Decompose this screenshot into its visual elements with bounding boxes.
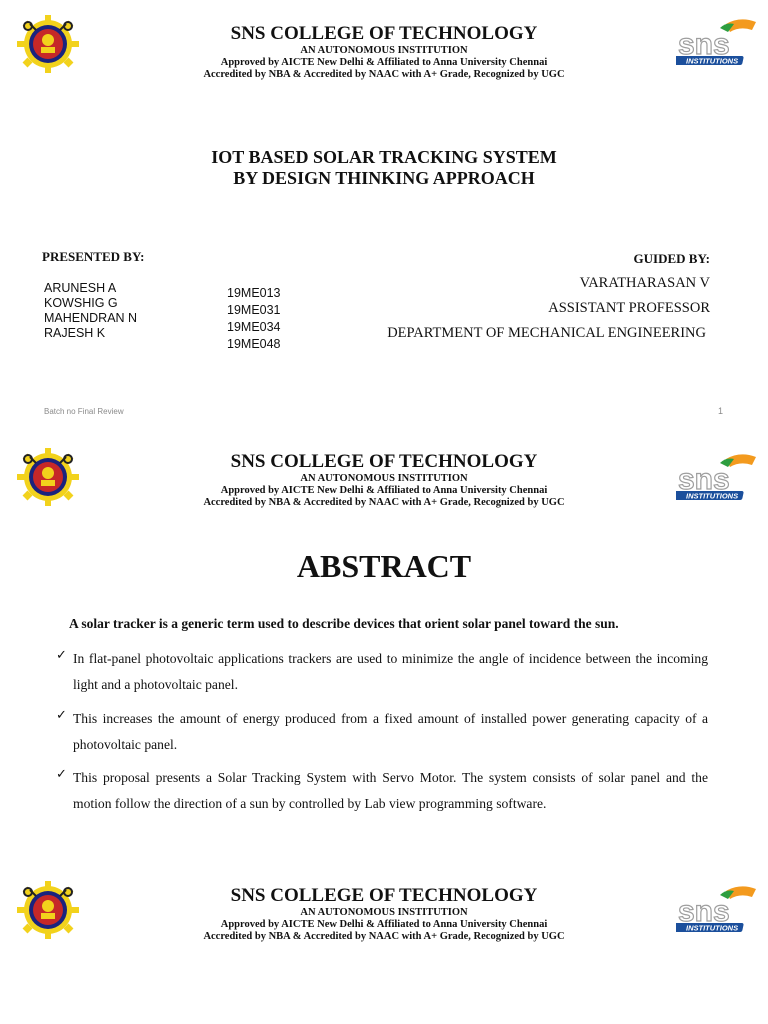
abstract-bullet-text: In flat-panel photovoltaic applications trackers are used to minimize the angle of incidence between the incoming light and a photovoltaic panel. — [73, 651, 708, 692]
student-name: MAHENDRAN N — [44, 311, 138, 325]
guided-by-label: GUIDED BY: — [633, 251, 710, 266]
header-line-2: Approved by AICTE New Delhi & Affiliated to Anna University Chennai — [220, 57, 548, 68]
register-number: 19ME034 — [227, 320, 281, 334]
register-number: 19ME048 — [227, 337, 281, 351]
header-line-2: Approved by AICTE New Delhi & Affiliated to Anna University Chennai — [220, 485, 548, 496]
abstract-lead: A solar tracker is a generic term used to describe devices that orient solar panel toward the sun. — [69, 616, 619, 631]
student-name: RAJESH K — [44, 326, 106, 340]
abstract-bullet — [56, 706, 708, 758]
abstract-bullet — [56, 646, 708, 698]
presented-by-label: PRESENTED BY: — [42, 249, 145, 264]
guide-title: ASSISTANT PROFESSOR — [548, 300, 710, 316]
header-line-2: Approved by AICTE New Delhi & Affiliated to Anna University Chennai — [220, 919, 548, 930]
guide-name: VARATHARASAN V — [579, 275, 710, 291]
register-number: 19ME013 — [227, 286, 281, 300]
header-line-1: AN AUTONOMOUS INSTITUTION — [300, 473, 468, 484]
abstract-bullet — [56, 765, 708, 817]
student-name: KOWSHIG G — [44, 296, 118, 310]
register-numbers — [227, 285, 281, 353]
guide-department: DEPARTMENT OF MECHANICAL ENGINEERING — [387, 325, 706, 341]
abstract-title: ABSTRACT — [296, 548, 472, 584]
checkmark-icon: ✓ — [56, 708, 67, 723]
slide-3 — [0, 868, 768, 1024]
college-name: SNS COLLEGE OF TECHNOLOGY — [230, 885, 538, 906]
project-title-line-2: BY DESIGN THINKING APPROACH — [233, 168, 535, 188]
page-number: 1 — [718, 406, 724, 416]
checkmark-icon: ✓ — [56, 767, 67, 782]
slide-1 — [0, 0, 768, 430]
checkmark-icon: ✓ — [56, 648, 67, 663]
college-header — [0, 23, 768, 81]
abstract-bullet-text: This proposal presents a Solar Tracking System with Servo Motor. The system consists of solar panel and the motion follow the direction of a sun by controlled by Lab view programming software. — [73, 770, 708, 811]
slide-footer: Batch no Final Review — [44, 407, 124, 416]
student-names — [44, 281, 137, 341]
header-line-3: Accredited by NBA & Accredited by NAAC with A+ Grade, Recognized by UGC — [203, 931, 565, 942]
header-line-1: AN AUTONOMOUS INSTITUTION — [300, 45, 468, 56]
header-line-3: Accredited by NBA & Accredited by NAAC with A+ Grade, Recognized by UGC — [203, 497, 565, 508]
project-title-line-1: IOT BASED SOLAR TRACKING SYSTEM — [211, 147, 557, 167]
student-name: ARUNESH A — [44, 281, 117, 295]
register-number: 19ME031 — [227, 303, 281, 317]
header-line-3: Accredited by NBA & Accredited by NAAC with A+ Grade, Recognized by UGC — [203, 69, 565, 80]
college-name: SNS COLLEGE OF TECHNOLOGY — [230, 23, 538, 44]
project-title — [0, 147, 768, 189]
college-header — [0, 885, 768, 943]
header-line-1: AN AUTONOMOUS INSTITUTION — [300, 907, 468, 918]
college-header — [0, 451, 768, 509]
abstract-bullet-text: This increases the amount of energy produced from a fixed amount of installed power generating capacity of a photovoltaic panel. — [73, 711, 708, 752]
slide-2 — [0, 434, 768, 864]
college-name: SNS COLLEGE OF TECHNOLOGY — [230, 451, 538, 472]
